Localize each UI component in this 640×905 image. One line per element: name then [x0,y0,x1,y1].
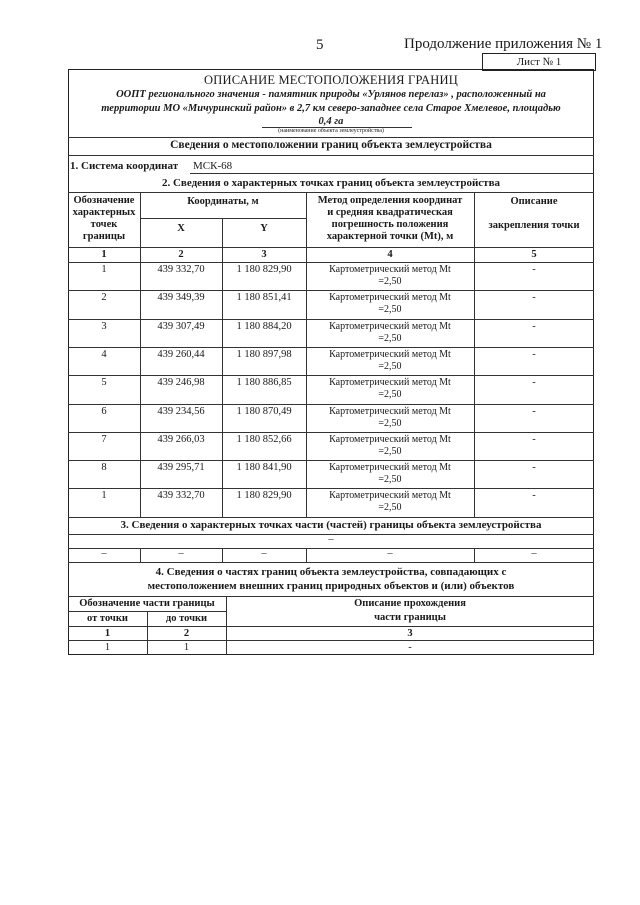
method-text: Картометрический метод Mt [329,405,451,417]
point-cell: 7 [101,433,107,445]
point-cell: 3 [101,320,107,332]
method-mt: =2,50 [378,445,402,457]
x-cell: 439 307,49 [157,320,205,332]
divider [68,155,594,156]
method-cell [306,462,474,486]
section3-cell: – [261,548,267,559]
divider [68,375,594,376]
x-cell: 439 332,70 [157,490,205,502]
method-text: Картометрический метод Mt [329,433,451,445]
object-name-line-3: 0,4 га [318,116,344,127]
description-cell: - [532,348,536,360]
s4-row-description: - [408,642,412,653]
header-method-line: характерной точки (Mt), м [326,231,454,242]
y-cell: 1 180 884,20 [236,320,292,332]
document-title: ОПИСАНИЕ МЕСТОПОЛОЖЕНИЯ ГРАНИЦ [204,73,458,87]
method-text: Картометрический метод Mt [329,264,451,275]
description-cell: - [532,292,536,304]
method-text: Картометрический метод Mt [329,320,451,332]
divider [68,192,594,193]
method-mt: =2,50 [378,360,402,372]
s4-row-to: 1 [183,642,190,653]
method-mt: =2,50 [378,332,402,344]
x-cell: 439 246,98 [157,377,205,389]
y-cell: 1 180 852,66 [236,433,292,445]
point-cell: 5 [101,377,107,389]
point-cell: 4 [101,348,107,360]
x-cell: 439 332,70 [157,264,205,275]
method-text: Картометрический метод Mt [329,292,451,304]
description-cell: - [532,433,536,445]
section3-cell: – [178,548,184,559]
header-point-line: точек [90,219,118,230]
y-cell: 1 180 897,98 [236,348,292,360]
x-cell: 439 295,71 [157,462,205,474]
y-cell: 1 180 829,90 [236,490,292,502]
s4-col-num-1: 1 [104,628,111,639]
appendix-label: Продолжение приложения № 1 [404,36,603,52]
sheet-number: Лист № 1 [482,53,596,71]
header-point-line: границы [82,231,126,242]
divider [140,218,306,219]
col-num-4: 4 [387,249,393,260]
header-point [68,195,140,243]
divider [68,460,594,461]
point-cell: 6 [101,405,107,417]
header-method-line: погрешность положения [331,219,449,230]
x-cell: 439 260,44 [157,348,205,360]
section2-title: 2. Сведения о характерных точках границ объекта землеустройства [161,177,501,189]
method-mt: =2,50 [378,389,402,401]
divider [68,488,594,489]
method-cell [306,292,474,316]
header-part: Обозначение части границы [79,598,215,609]
method-mt: =2,50 [378,417,402,429]
object-name-line-2: территории МО «Мичуринский район» в 2,7 км северо-западнее села Старое Хмелевое, площадью [101,102,561,114]
col-num-3: 3 [261,249,267,260]
divider [68,290,594,291]
method-cell [306,321,474,345]
divider [68,626,594,627]
header-description: Описание [510,196,558,207]
divider [68,517,594,518]
method-mt: =2,50 [378,304,402,316]
point-cell: 1 [101,264,107,275]
section3-cell: – [531,548,537,559]
description-cell: - [532,320,536,332]
header-to: до точки [165,613,208,624]
header-from: от точки [87,613,128,624]
description-cell: - [532,405,536,417]
object-caption: (наименование объекта землеустройства) [278,128,384,134]
header-method-line: и средняя квадратическая [327,207,453,218]
x-cell: 439 234,56 [157,405,205,417]
method-text: Картометрический метод Mt [329,348,451,360]
divider [68,347,594,348]
method-cell [306,406,474,430]
coord-system-label: 1. Система координат [70,160,179,172]
s4-col-num-3: 3 [407,628,413,639]
method-cell [306,434,474,458]
method-cell [306,264,474,288]
method-text: Картометрический метод Mt [329,462,451,474]
section3-row-placeholder: – [328,534,334,545]
description-cell: - [532,264,536,275]
divider [68,611,226,612]
object-name-line-1: ООПТ регионального значения - памятник природы «Урлянов перелаз» , расположенный на [116,89,546,100]
section4-title-line: местоположением внешних границ природных объектов и (или) объектов [147,580,515,592]
point-cell: 1 [101,490,107,502]
object-name [74,88,588,129]
method-mt: =2,50 [378,502,402,514]
y-cell: 1 180 851,41 [236,292,292,304]
method-text: Картометрический метод Mt [329,377,451,389]
s4-col-num-2: 2 [183,628,190,639]
section-main-title: Сведения о местоположении границ объекта землеустройства [170,139,492,151]
col-num-5: 5 [531,249,537,260]
y-cell: 1 180 841,90 [236,462,292,474]
divider [68,596,594,597]
header-method [306,195,474,243]
header-x: X [177,223,185,234]
header-point-line: Обозначение [73,195,135,206]
y-cell: 1 180 829,90 [236,264,292,275]
description-cell: - [532,462,536,474]
divider [68,562,594,563]
y-cell: 1 180 870,49 [236,405,292,417]
col-num-2: 2 [178,249,184,260]
method-cell [306,349,474,373]
divider [68,137,594,138]
col-num-1: 1 [101,249,107,260]
section4-title [68,565,594,593]
method-text: Картометрический метод Mt [329,490,451,502]
header-method-line: Метод определения координат [317,195,463,206]
header-part-description-2: части границы [374,612,446,623]
x-cell: 439 266,03 [157,433,205,445]
description-cell: - [532,490,536,502]
coord-system-value: МСК-68 [193,160,233,172]
method-mt: =2,50 [378,276,402,287]
coord-underline [190,173,594,174]
method-mt: =2,50 [378,474,402,486]
page-number: 5 [316,37,324,53]
section4-title-line: 4. Сведения о частях границ объекта землеустройства, совпадающих с [155,566,507,578]
divider [68,247,594,248]
method-cell [306,377,474,401]
y-cell: 1 180 886,85 [236,377,292,389]
header-y: Y [260,223,268,234]
divider [68,262,594,263]
section3-cell: – [387,548,393,559]
header-description-2: закрепления точки [488,220,580,231]
section3-title: 3. Сведения о характерных точках части (частей) границы объекта землеустройства [120,519,542,531]
section3-cell: – [101,548,107,559]
x-cell: 439 349,39 [157,292,205,304]
point-cell: 8 [101,462,107,474]
point-cell: 2 [101,292,107,304]
divider [68,640,594,641]
header-point-line: характерных [72,207,136,218]
header-part-description: Описание прохождения [354,598,466,609]
s4-row-from: 1 [104,642,111,653]
method-cell [306,490,474,514]
description-cell: - [532,377,536,389]
header-coordinates: Координаты, м [187,196,259,207]
